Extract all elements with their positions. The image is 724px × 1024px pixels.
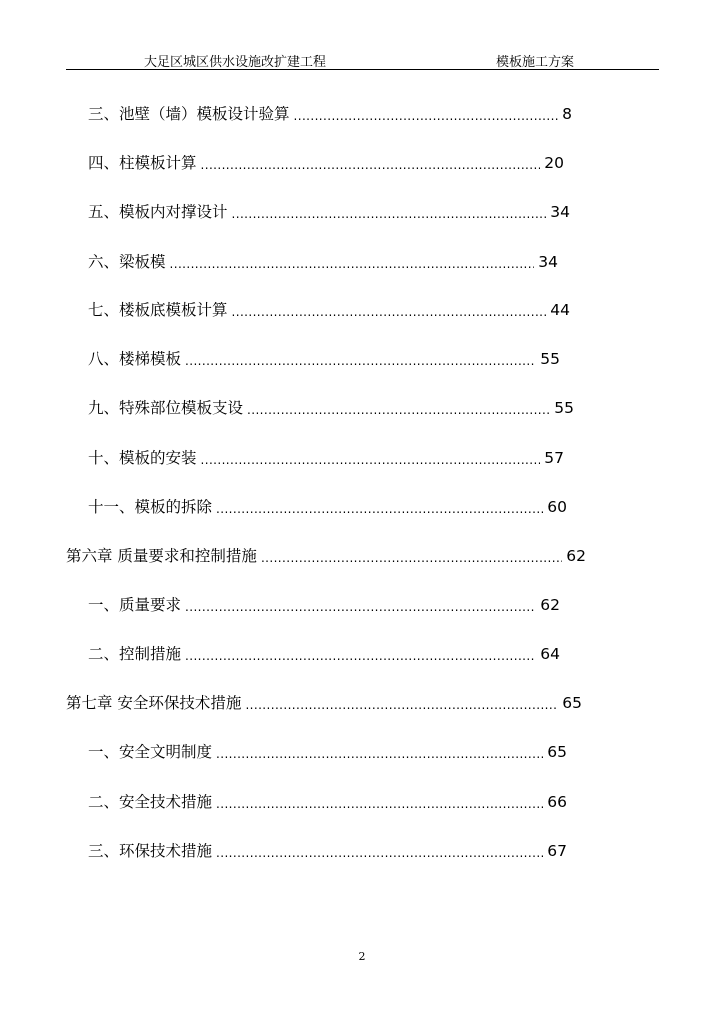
- toc-entry[interactable]: [88, 200, 570, 224]
- header-doc-title: 模板施工方案: [496, 55, 575, 70]
- toc-dot-leader: [216, 497, 543, 521]
- toc-entry[interactable]: [88, 102, 572, 126]
- toc-dot-leader: [247, 398, 550, 422]
- toc-entry-title: 第七章 安全环保技术措施: [66, 694, 242, 712]
- page-number: 2: [358, 950, 366, 963]
- toc-dot-leader: [216, 742, 543, 766]
- toc-entry-page: 8: [562, 105, 572, 123]
- toc-entry-title: 五、模板内对撑设计: [88, 203, 228, 221]
- toc-entry-title: 一、质量要求: [88, 596, 182, 614]
- toc-entry-page: 20: [544, 154, 564, 172]
- toc-entry[interactable]: [88, 250, 558, 274]
- toc-entry[interactable]: [88, 740, 567, 764]
- toc-entry[interactable]: [88, 790, 567, 814]
- toc-entry-title: 第六章 质量要求和控制措施: [66, 547, 257, 565]
- toc-entry[interactable]: [88, 446, 564, 470]
- toc-dot-leader: [216, 792, 543, 816]
- toc-entry-title: 一、安全文明制度: [88, 743, 213, 761]
- toc-entry[interactable]: [88, 495, 567, 519]
- toc-entry[interactable]: [88, 396, 574, 420]
- toc-entry-title: 十一、模板的拆除: [88, 498, 213, 516]
- toc-entry[interactable]: [88, 839, 567, 863]
- toc-entry-page: 66: [547, 793, 567, 811]
- toc-dot-leader: [232, 202, 547, 226]
- toc-entry-title: 九、特殊部位模板支设: [88, 399, 244, 417]
- toc-entry-title: 六、梁板模: [88, 253, 166, 271]
- toc-entry-title: 四、柱模板计算: [88, 154, 197, 172]
- toc-entry[interactable]: [88, 593, 560, 617]
- toc-entry-page: 55: [554, 399, 574, 417]
- toc-entry-page: 55: [540, 350, 560, 368]
- toc-dot-leader: [185, 349, 536, 373]
- toc-entry-title: 二、安全技术措施: [88, 793, 213, 811]
- toc-entry[interactable]: [88, 298, 570, 322]
- toc-dot-leader: [261, 546, 562, 570]
- toc-entry-chapter[interactable]: [66, 544, 586, 568]
- toc-entry-page: 65: [562, 694, 582, 712]
- toc-entry-page: 44: [550, 301, 570, 319]
- toc-entry-title: 三、环保技术措施: [88, 842, 213, 860]
- toc-dot-leader: [185, 595, 536, 619]
- toc-entry-page: 62: [540, 596, 560, 614]
- toc-entry-chapter[interactable]: [66, 691, 582, 715]
- toc-dot-leader: [170, 252, 535, 276]
- toc-entry-title: 八、楼梯模板: [88, 350, 182, 368]
- toc-dot-leader: [232, 300, 547, 324]
- toc-entry-page: 57: [544, 449, 564, 467]
- toc-entry-page: 62: [566, 547, 586, 565]
- toc-dot-leader: [185, 644, 536, 668]
- toc-entry-title: 七、楼板底模板计算: [88, 301, 228, 319]
- toc-dot-leader: [201, 153, 541, 177]
- toc-entry-page: 67: [547, 842, 567, 860]
- toc-entry-page: 34: [538, 253, 558, 271]
- toc-entry-page: 34: [550, 203, 570, 221]
- toc-entry-page: 65: [547, 743, 567, 761]
- toc-entry-page: 60: [547, 498, 567, 516]
- header-project-title: 大足区城区供水设施改扩建工程: [144, 55, 327, 70]
- toc-entry-title: 十、模板的安装: [88, 449, 197, 467]
- toc-dot-leader: [216, 841, 543, 865]
- toc-dot-leader: [201, 448, 541, 472]
- toc-entry-title: 三、池壁（墙）模板设计验算: [88, 105, 290, 123]
- toc-entry[interactable]: [88, 642, 560, 666]
- toc-entry[interactable]: [88, 347, 560, 371]
- toc-dot-leader: [294, 104, 559, 128]
- toc-entry-page: 64: [540, 645, 560, 663]
- toc-entry-title: 二、控制措施: [88, 645, 182, 663]
- toc-entry[interactable]: [88, 151, 564, 175]
- toc-dot-leader: [245, 693, 558, 717]
- page-header: [66, 50, 659, 70]
